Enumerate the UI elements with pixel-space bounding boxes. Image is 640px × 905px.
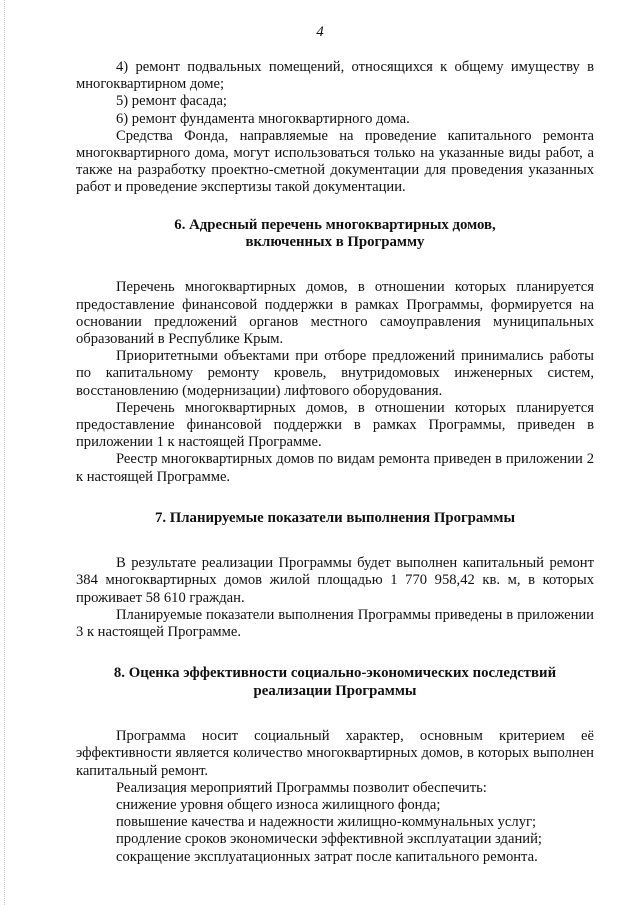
benefit-item-1: снижение уровня общего износа жилищного фонда; [116, 796, 441, 813]
section-8-heading-line-1: 8. Оценка эффективности социально-экономических последствий [113, 665, 557, 682]
section-6-heading-line-2: включенных в Программу [245, 234, 425, 251]
section-6-heading-line-1: 6. Адресный перечень многоквартирных домов, [174, 216, 496, 233]
document-body [76, 59, 594, 866]
list-item-5: 5) ремонт фасада; [116, 93, 227, 110]
section-6-paragraph-2: Приоритетными объектами при отборе предложений принимались работы по капитальному ремонту кровель, внутридомовых инженерных систем, восстановлению (модернизации) лифтового оборудования. [76, 348, 594, 399]
page-number: 4 [316, 24, 324, 40]
section-7-heading: 7. Планируемые показатели выполнения Программы [154, 509, 516, 526]
section-8-heading [76, 665, 594, 700]
section-6-paragraph-4: Реестр многоквартирных домов по видам ремонта приведен в приложении 2 к настоящей Программе. [76, 451, 594, 485]
section-8-paragraph-1: Программа носит социальный характер, основным критерием её эффективности является количество многоквартирных домов, в которых выполнен капитальный ремонт. [76, 728, 594, 779]
section-7-paragraph-1: В результате реализации Программы будет выполнен капитальный ремонт 384 многоквартирных домов жилой площадью 1 770 958,42 кв. м, в которых проживает 58 610 граждан. [76, 555, 594, 606]
section-6-paragraph-3: Перечень многоквартирных домов, в отношении которых планируется предоставление финансовой поддержки в рамках Программы, приведен в приложении 1 к настоящей Программе. [76, 399, 594, 451]
list-item-6: 6) ремонт фундамента многоквартирного дома. [116, 110, 410, 127]
section-8-paragraph-2: Реализация мероприятий Программы позволит обеспечить: [116, 779, 487, 796]
section-6-paragraph-1: Перечень многоквартирных домов, в отношении которых планируется предоставление финансовой поддержки в рамках Программы, формируется на основании предложений органов местного самоуправления муниципальных образований в Республике Крым. [76, 279, 594, 348]
benefit-item-3: продление сроков экономически эффективной эксплуатации зданий; [116, 831, 542, 848]
benefit-item-4: сокращение эксплуатационных затрат после капитального ремонта. [116, 848, 538, 865]
scan-edge [4, 0, 6, 905]
section-7-paragraph-2: Планируемые показатели выполнения Программы приведены в приложении 3 к настоящей Программе. [76, 606, 594, 641]
section-8-heading-line-2: реализации Программы [253, 682, 417, 699]
list-item-4: 4) ремонт подвальных помещений, относящихся к общему имуществу в многоквартирном доме; [76, 59, 594, 93]
benefit-item-2: повышение качества и надежности жилищно-коммунальных услуг; [116, 814, 537, 831]
section-6-heading [76, 217, 594, 252]
funds-paragraph: Средства Фонда, направляемые на проведение капитального ремонта многоквартирного дома, могут использоваться только на указанные виды работ, а также на разработку проектно-сметной документации для проведения указанных работ и проведение экспертизы такой документации. [76, 127, 594, 196]
